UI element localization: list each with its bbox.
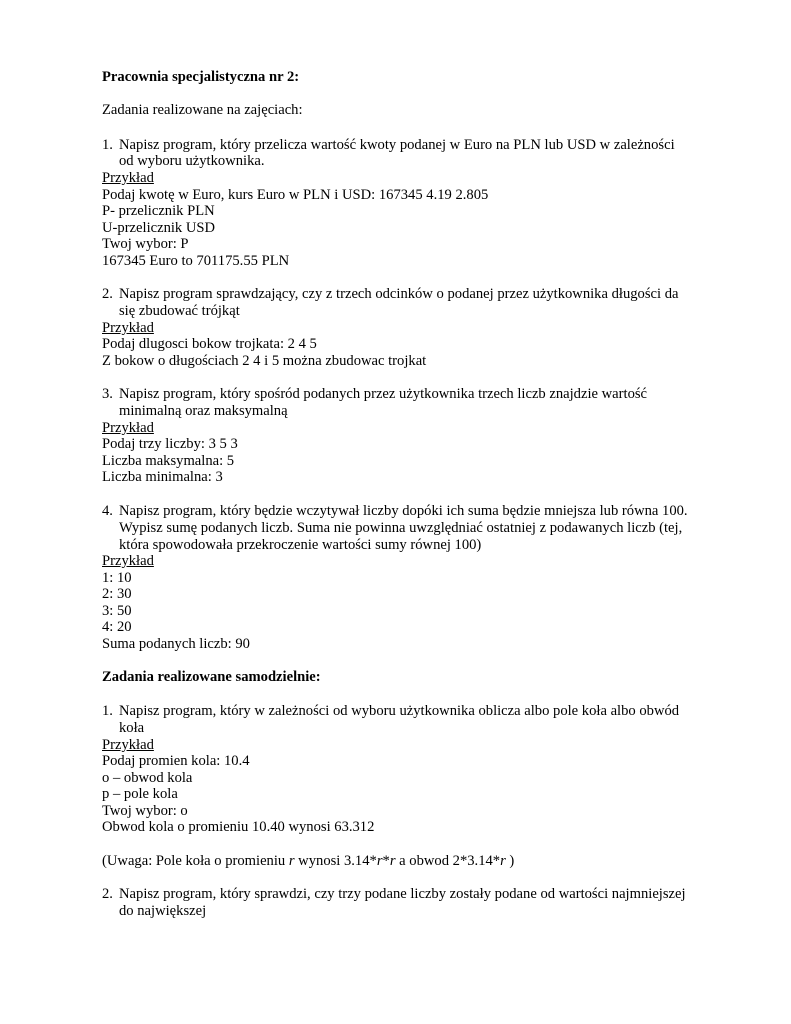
task-1-text-line-2: od wyboru użytkownika.	[119, 153, 265, 169]
task-5-text-line-1: Napisz program, który w zależności od wyboru użytkownika oblicza albo pole koła albo obwód	[119, 703, 680, 719]
task-3-example-label: Przykład	[102, 420, 154, 436]
task-5-example-line: o – obwod kola	[102, 770, 193, 786]
task-3-example-line: Liczba minimalna: 3	[102, 469, 223, 485]
task-1-example-line: U-przelicznik USD	[102, 220, 216, 236]
task-4-example-line: 1: 10	[102, 570, 132, 586]
task-2-example-label: Przykład	[102, 320, 154, 336]
task-3-example-line: Liczba maksymalna: 5	[102, 453, 235, 469]
task-1-number: 1.	[102, 137, 113, 153]
note-text: wynosi 3.14*	[294, 853, 377, 869]
task-2-example-line: Z bokow o długościach 2 4 i 5 można zbudowac trojkat	[102, 353, 427, 369]
task-4-example-line: Suma podanych liczb: 90	[102, 636, 250, 652]
note-variable-r: r	[376, 853, 383, 869]
task-5-example-label: Przykład	[102, 737, 154, 753]
section-heading-in-class: Zadania realizowane na zajęciach:	[102, 102, 303, 118]
task-1-example-label: Przykład	[102, 170, 154, 186]
task-1-example-line: P- przelicznik PLN	[102, 203, 215, 219]
task-4-example-line: 2: 30	[102, 586, 132, 602]
task-6-text-line-1: Napisz program, który sprawdzi, czy trzy podane liczby zostały podane od wartości najmniejszej	[119, 886, 686, 902]
note-variable-r: r	[288, 853, 295, 869]
task-6-number: 2.	[102, 886, 113, 902]
task-4-text-line-2: Wypisz sumę podanych liczb. Suma nie powinna uwzględniać ostatniej z podawanych liczb (tej,	[119, 520, 683, 536]
task-2-text-line-1: Napisz program sprawdzający, czy z trzech odcinków o podanej przez użytkownika długości da	[119, 286, 679, 302]
task-3-text-line-1: Napisz program, który spośród podanych przez użytkownika trzech liczb znajdzie wartość	[119, 386, 648, 402]
note-variable-r: r	[389, 853, 396, 869]
task-4-example-line: 4: 20	[102, 619, 132, 635]
task-6-text-line-2: do największej	[119, 903, 207, 919]
task-5-text-line-2: koła	[119, 720, 145, 736]
task-3-text-line-2: minimalną oraz maksymalną	[119, 403, 288, 419]
section-heading-independent: Zadania realizowane samodzielnie:	[102, 669, 321, 685]
task-4-example-line: 3: 50	[102, 603, 132, 619]
task-2-text-line-2: się zbudować trójkąt	[119, 303, 240, 319]
task-5-example-line: Twoj wybor: o	[102, 803, 188, 819]
task-1-example-line: 167345 Euro to 701175.55 PLN	[102, 253, 290, 269]
task-5-example-line: Podaj promien kola: 10.4	[102, 753, 250, 769]
note-text: a obwod 2*3.14*	[395, 853, 501, 869]
task-5-example-line: Obwod kola o promieniu 10.40 wynosi 63.312	[102, 819, 375, 835]
task-4-text-line-3: która spowodowała przekroczenie wartości sumy równej 100)	[119, 537, 482, 553]
note-text: (Uwaga: Pole koła o promieniu	[102, 853, 289, 869]
task-3-number: 3.	[102, 386, 113, 402]
task-1-example-line: Twoj wybor: P	[102, 236, 189, 252]
note-text: *	[382, 853, 390, 869]
task-1-text-line-1: Napisz program, który przelicza wartość kwoty podanej w Euro na PLN lub USD w zależności	[119, 137, 675, 153]
task-4-number: 4.	[102, 503, 113, 519]
note-text: )	[505, 853, 515, 869]
circle-formula-note	[102, 853, 514, 870]
task-2-number: 2.	[102, 286, 113, 302]
task-5-example-line: p – pole kola	[102, 786, 178, 802]
task-2-example-line: Podaj dlugosci bokow trojkata: 2 4 5	[102, 336, 317, 352]
document-title: Pracownia specjalistyczna nr 2:	[102, 69, 300, 85]
task-3-example-line: Podaj trzy liczby: 3 5 3	[102, 436, 238, 452]
task-5-number: 1.	[102, 703, 113, 719]
task-1-example-line: Podaj kwotę w Euro, kurs Euro w PLN i USD: 167345 4.19 2.805	[102, 187, 489, 203]
task-4-text-line-1: Napisz program, który będzie wczytywał liczby dopóki ich suma będzie mniejsza lub równa 100.	[119, 503, 688, 519]
task-4-example-label: Przykład	[102, 553, 154, 569]
note-variable-r: r	[500, 853, 506, 869]
